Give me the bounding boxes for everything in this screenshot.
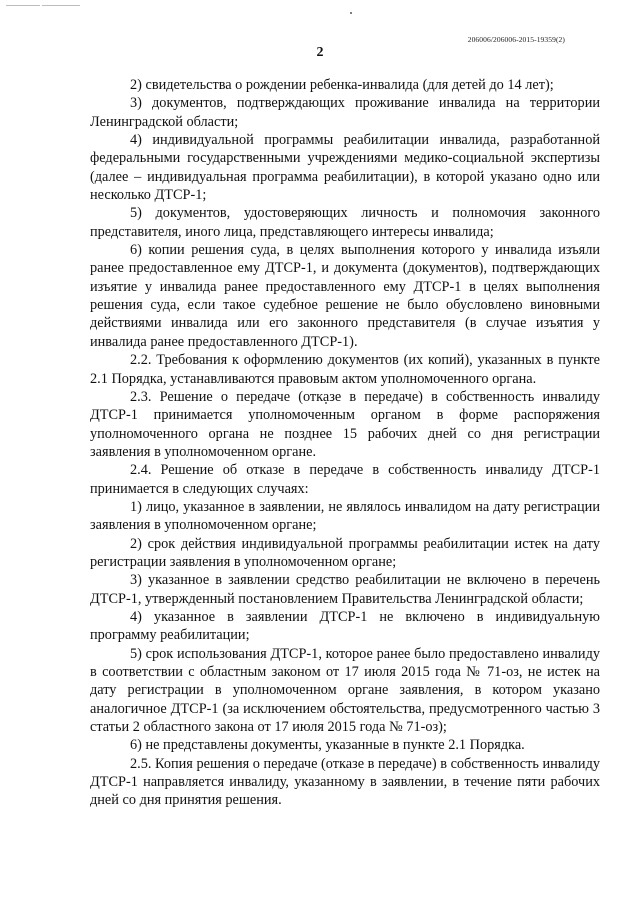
paragraph: 2.3. Решение о передаче (отказе в передаче) в собственность инвалиду ДТСР-1 принимается уполномоченным органом в форме распоряжения уполномоченного органа не позднее 15 рабочих дней со дня регистрации заявления в уполномоченном органе.	[90, 388, 600, 460]
paragraph: 5) срок использования ДТСР-1, которое ранее было предоставлено инвалиду в соответствии с областным законом от 17 июля 2015 года № 71-оз, не истек на дату регистрации в уполномоченном органе заявления, в котором указано аналогичное ДТСР-1 (за исключением обстоятельства, предусмотренного частью 3 статьи 2 областного закона от 17 июля 2015 года № 71-оз);	[90, 645, 600, 736]
paragraph: 3) документов, подтверждающих проживание инвалида на территории Ленинградской области;	[90, 95, 600, 130]
paragraph: 5) документов, удостоверяющих личность и полномочия законного представителя, иного лица, представляющего интересы инвалида;	[90, 205, 600, 240]
paragraph: 6) не представлены документы, указанные в пункте 2.1 Порядка.	[130, 737, 525, 754]
paragraph: 4) индивидуальной программы реабилитации инвалида, разработанной федеральными государственными учреждениями медико-социальной экспертизы (далее – индивидуальная программа реабилитации), в которой указано одно или несколько ДТСР-1;	[90, 132, 600, 204]
paragraph: 2) свидетельства о рождении ребенка-инвалида (для детей до 14 лет);	[130, 77, 554, 93]
scan-artifact-line	[42, 5, 80, 6]
paragraph: 6) копии решения суда, в целях выполнения которого у инвалида изъяли ранее предоставленное ему ДТСР-1, и документа (документов), подтверждающих изъятие у инвалида ранее предоставленного ему ДТСР-1 в целях выполнения решения суда, если такое судебное решение не было обусловлено виновными действиями инвалида или его законного представителя (в случае изъятия у инвалида ранее предоставленного ДТСР-1).	[90, 242, 600, 350]
paragraph: 2) срок действия индивидуальной программы реабилитации истек на дату регистрации заявления в уполномоченном органе;	[90, 535, 600, 570]
document-body	[90, 76, 600, 810]
paragraph: 1) лицо, указанное в заявлении, не являлось инвалидом на дату регистрации заявления в уполномоченном органе;	[90, 498, 600, 534]
paragraph: 3) указанное в заявлении средство реабилитации не включено в перечень ДТСР-1, утвержденный постановлением Правительства Ленинградской области;	[90, 572, 600, 607]
paragraph: 2.2. Требования к оформлению документов (их копий), указанных в пункте 2.1 Порядка, устанавливаются правовым актом уполномоченного органа.	[90, 352, 600, 387]
scan-speck	[350, 12, 352, 14]
paragraph: 2.4. Решение об отказе в передаче в собственность инвалиду ДТСР-1 принимается в следующих случаях:	[90, 462, 600, 497]
paragraph: 2.5. Копия решения о передаче (отказе в передаче) в собственность инвалиду ДТСР-1 направляется инвалиду, указанному в заявлении, в течение пяти рабочих дней со дня принятия решения.	[90, 755, 600, 809]
scan-artifact-line	[6, 5, 40, 6]
document-id: 206006/206006-2015-19359(2)	[467, 35, 565, 44]
page-number: 2	[316, 45, 324, 60]
paragraph: 4) указанное в заявлении ДТСР-1 не включено в индивидуальную программу реабилитации;	[90, 608, 600, 644]
